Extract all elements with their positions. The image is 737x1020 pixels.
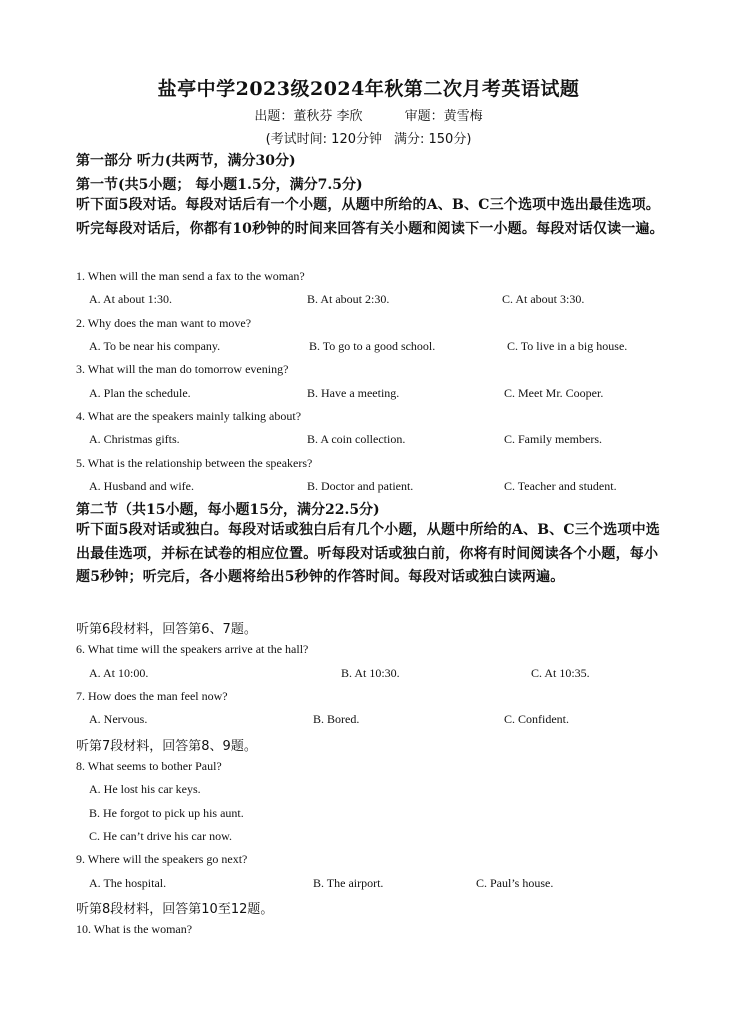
question-9-option-b: B. The airport.	[313, 876, 384, 890]
question-3-stem: 3. What will the man do tomorrow evening?	[76, 362, 289, 376]
question-6-stem: 6. What time will the speakers arrive at the hall?	[76, 642, 309, 656]
question-4-stem: 4. What are the speakers mainly talking about?	[76, 409, 302, 423]
question-9-option-a: A. The hospital.	[89, 876, 167, 890]
material-8-prompt: 听第8段材料，回答第10至12题。	[76, 902, 274, 917]
exam-time: (考试时间: 120分钟	[265, 132, 382, 147]
section2-instructions: 听下面5段对话或独白。每段对话或独白后有几个小题，从题中所给的A、B、C三个选项中选出最佳选项，并标在试卷的相应位置。听每段对话或独白前，你将有时间阅读各个小题，每小题5秒钟；听完后，各小题将给出5秒钟的作答时间。每段对话或独白读两遍。	[76, 522, 660, 585]
question-9-option-c: C. Paul’s house.	[476, 876, 554, 890]
question-2-stem: 2. Why does the man want to move?	[76, 316, 252, 330]
question-2-option-c: C. To live in a big house.	[507, 339, 628, 353]
question-5-option-c: C. Teacher and student.	[504, 479, 617, 493]
question-8-option-b: B. He forgot to pick up his aunt.	[89, 806, 244, 820]
question-4-option-c: C. Family members.	[504, 432, 602, 446]
full-marks: 满分: 150分)	[394, 132, 472, 147]
question-6-option-b: B. At 10:30.	[341, 666, 400, 680]
question-1-option-c: C. At about 3:30.	[502, 292, 585, 306]
question-1-option-b: B. At about 2:30.	[307, 292, 390, 306]
question-4-option-a: A. Christmas gifts.	[89, 432, 180, 446]
question-3-option-a: A. Plan the schedule.	[89, 386, 191, 400]
question-1-option-a: A. At about 1:30.	[89, 292, 172, 306]
question-7-stem: 7. How does the man feel now?	[76, 689, 228, 703]
section1-heading: 第一节(共5小题； 每小题1.5分，满分7.5分)	[76, 177, 363, 193]
question-1-stem: 1. When will the man send a fax to the woman?	[76, 269, 305, 283]
question-5-stem: 5. What is the relationship between the speakers?	[76, 456, 313, 470]
question-8-option-a: A. He lost his car keys.	[89, 782, 201, 796]
material-7-prompt: 听第7段材料，回答第8、9题。	[76, 739, 257, 754]
exam-title: 盐亭中学2023级2024年秋第二次月考英语试题	[157, 78, 580, 100]
exam-info-line	[0, 128, 737, 147]
question-2-option-b: B. To go to a good school.	[309, 339, 436, 353]
reviewer: 审题：黄雪梅	[404, 109, 483, 124]
question-4-option-b: B. A coin collection.	[307, 432, 406, 446]
question-5-option-b: B. Doctor and patient.	[307, 479, 414, 493]
part1-heading: 第一部分 听力(共两节，满分30分)	[76, 153, 296, 169]
question-9-stem: 9. Where will the speakers go next?	[76, 852, 248, 866]
question-10-stem: 10. What is the woman?	[76, 922, 193, 936]
question-8-option-c: C. He can’t drive his car now.	[89, 829, 232, 843]
question-2-option-a: A. To be near his company.	[89, 339, 221, 353]
question-3-option-b: B. Have a meeting.	[307, 386, 400, 400]
question-6-option-a: A. At 10:00.	[89, 666, 149, 680]
section1-instructions: 听下面5段对话。每段对话后有一个小题，从题中所给的A、B、C三个选项中选出最佳选项。听完每段对话后，你都有10秒钟的时间来回答有关小题和阅读下一小题。每段对话仅读一遍。	[76, 197, 664, 237]
setter: 出题：董秋芬 李欣	[254, 109, 363, 124]
question-7-option-b: B. Bored.	[313, 712, 360, 726]
material-6-prompt: 听第6段材料，回答第6、7题。	[76, 622, 257, 637]
question-5-option-a: A. Husband and wife.	[89, 479, 194, 493]
section2-heading: 第二节（共15小题，每小题15分，满分22.5分)	[76, 502, 380, 518]
question-8-stem: 8. What seems to bother Paul?	[76, 759, 222, 773]
question-3-option-c: C. Meet Mr. Cooper.	[504, 386, 604, 400]
authors-line	[0, 105, 737, 124]
question-6-option-c: C. At 10:35.	[531, 666, 590, 680]
question-7-option-c: C. Confident.	[504, 712, 569, 726]
question-7-option-a: A. Nervous.	[89, 712, 148, 726]
